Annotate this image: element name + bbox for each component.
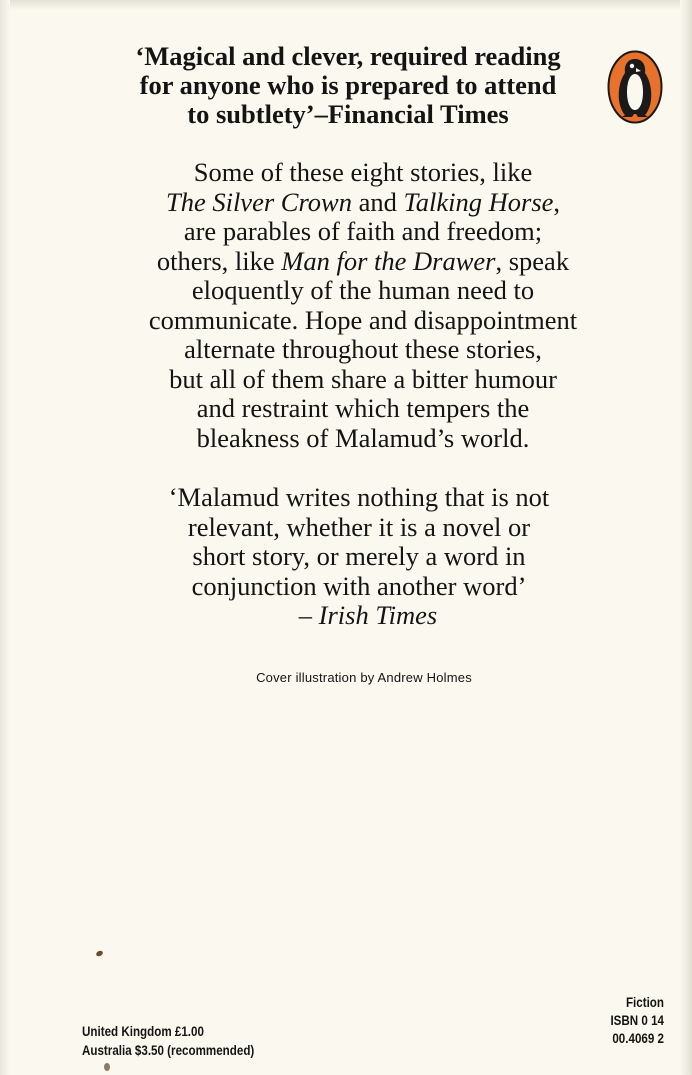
cover-illustration-credit: Cover illustration by Andrew Holmes xyxy=(256,670,472,685)
review-quote-line: short story, or merely a word in xyxy=(192,541,526,571)
review-quote-line: ‘Magical and clever, required reading xyxy=(135,41,561,71)
isbn-line: 00.4069 2 xyxy=(612,1031,664,1046)
description-line: Some of these eight stories, like xyxy=(193,157,533,187)
isbn-line: ISBN 0 14 xyxy=(610,1013,664,1028)
book-description xyxy=(96,158,630,453)
story-title: The Silver Crown xyxy=(165,186,352,217)
story-title: Talking Horse xyxy=(403,186,554,217)
description-line: but all of them share a bitter humour xyxy=(169,363,557,394)
description-line: The Silver Crown and Talking Horse, xyxy=(165,186,561,217)
price-block xyxy=(82,1022,254,1060)
description-line: alternate throughout these stories, xyxy=(184,334,542,364)
description-line: and restraint which tempers the xyxy=(196,393,530,423)
cover-edge-right xyxy=(680,0,692,1075)
paper-speck xyxy=(104,1063,110,1071)
penguin-logo-icon xyxy=(607,50,663,124)
story-title: Man for the Drawer xyxy=(281,245,496,276)
genre-label: Fiction xyxy=(625,995,664,1010)
review-quote-line: to subtlety’–Financial Times xyxy=(187,99,509,129)
cover-edge-left xyxy=(0,0,10,1075)
review-quote-line: for anyone who is prepared to attend xyxy=(139,70,557,100)
description-line: are parables of faith and freedom; xyxy=(183,216,543,246)
classification-block xyxy=(561,994,664,1048)
review-quote-line: ‘Malamud writes nothing that is not xyxy=(168,482,550,512)
paper-speck xyxy=(95,950,103,957)
description-line: eloquently of the human need to xyxy=(191,275,535,305)
description-line: communicate. Hope and disappointment xyxy=(148,304,578,335)
price-australia: Australia $3.50 (recommended) xyxy=(82,1043,255,1058)
price-uk: United Kingdom £1.00 xyxy=(82,1024,204,1039)
description-line: bleakness of Malamud’s world. xyxy=(196,422,530,453)
review-attribution: – Irish Times xyxy=(298,600,438,630)
description-line: others, like Man for the Drawer, speak xyxy=(156,245,570,276)
review-quote-financial-times xyxy=(110,42,586,129)
review-quote-irish-times xyxy=(120,483,598,631)
review-quote-line: relevant, whether it is a novel or xyxy=(187,511,531,542)
review-quote-line: conjunction with another word’ xyxy=(191,570,527,601)
cover-edge-top xyxy=(0,0,692,10)
